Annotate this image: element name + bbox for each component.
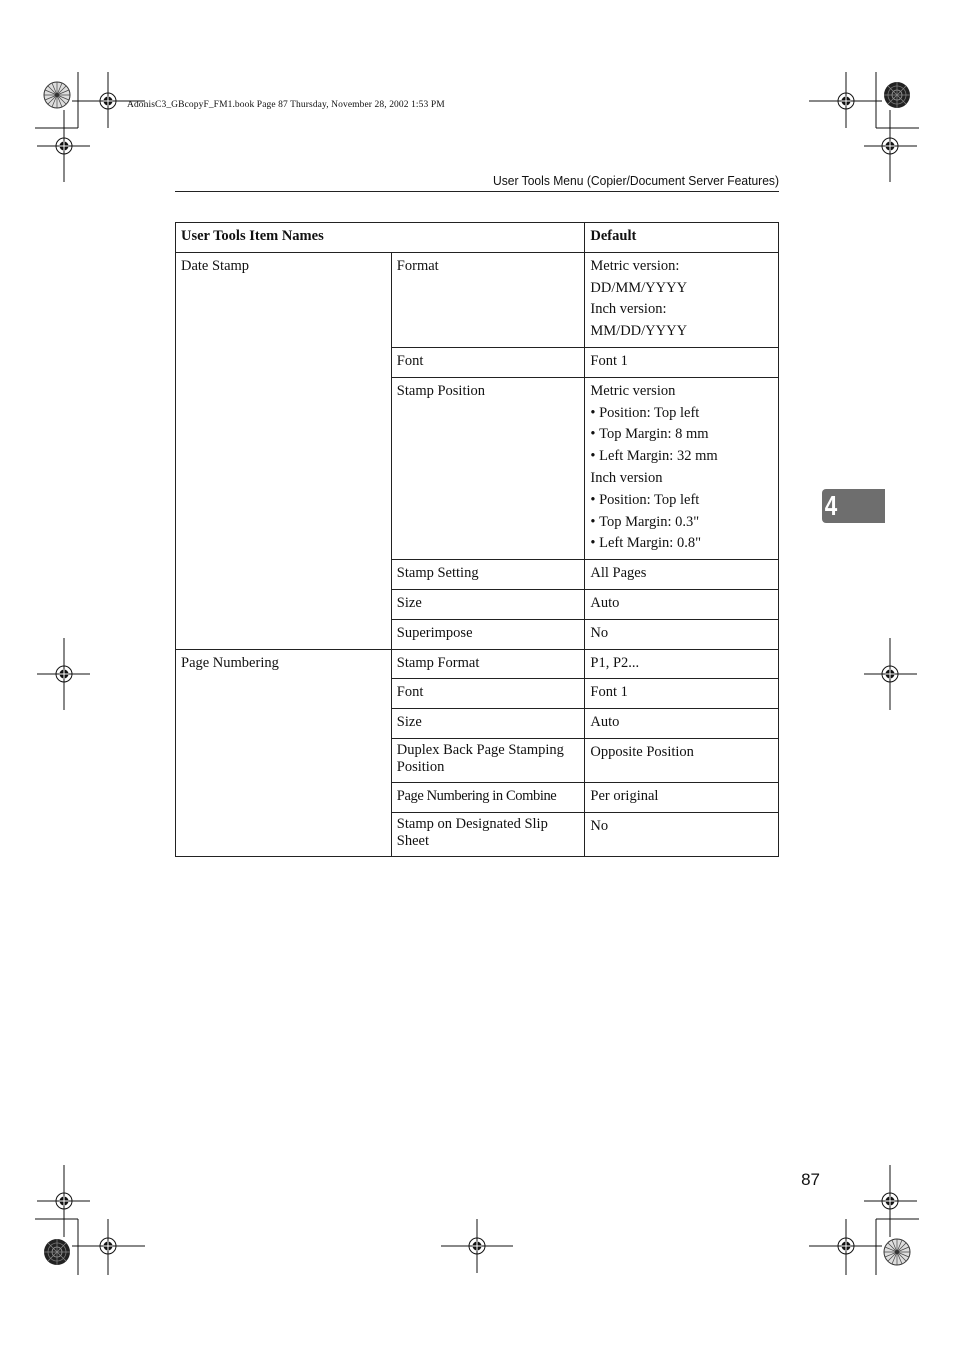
default-line: DD/MM/YYYY: [590, 279, 688, 296]
default-line: Inch version: [590, 469, 663, 486]
file-info-slug: AdonisC3_GBcopyF_FM1.book Page 87 Thursday, November 28, 2002 1:53 PM: [127, 100, 445, 110]
header-default: Default: [585, 223, 779, 253]
table-header-row: [176, 223, 779, 253]
item-default: Opposite Position: [585, 738, 779, 782]
bullet-item: • Left Margin: 32 mm: [590, 446, 773, 468]
item-label: Stamp Position: [391, 377, 585, 559]
default-line: MM/DD/YYYY: [590, 323, 688, 340]
item-default: Per original: [585, 782, 779, 812]
header-item-names: User Tools Item Names: [176, 223, 585, 253]
item-default: No: [585, 812, 779, 856]
group-date-stamp: Date Stamp: [176, 252, 392, 649]
running-head: User Tools Menu (Copier/Document Server Features): [492, 173, 779, 188]
table-row: [176, 649, 779, 679]
item-label: Format: [391, 252, 585, 347]
item-label: Stamp Format: [391, 649, 585, 679]
group-page-numbering: Page Numbering: [176, 649, 392, 856]
item-label: Size: [391, 589, 585, 619]
item-default: Font 1: [585, 347, 779, 377]
item-label: Stamp on Designated Slip Sheet: [391, 812, 585, 856]
item-label: Font: [391, 347, 585, 377]
item-label: Stamp Setting: [391, 560, 585, 590]
default-line: Metric version: [590, 382, 676, 399]
item-label: Duplex Back Page Stamping Position: [391, 738, 585, 782]
header-rule: [175, 191, 779, 192]
bullet-item: • Top Margin: 8 mm: [590, 424, 773, 446]
user-tools-table: [175, 222, 779, 857]
item-default: [585, 252, 779, 347]
bullet-item: • Position: Top left: [590, 403, 773, 425]
item-default: Auto: [585, 709, 779, 739]
default-line: Inch version:: [590, 301, 667, 318]
item-default: Auto: [585, 589, 779, 619]
item-default: All Pages: [585, 560, 779, 590]
item-default: Font 1: [585, 679, 779, 709]
table-row: [176, 252, 779, 347]
item-label: Size: [391, 709, 585, 739]
default-line: Metric version:: [590, 257, 680, 274]
bullet-item: • Top Margin: 0.3": [590, 512, 773, 534]
chapter-number: 4: [824, 490, 838, 521]
item-label: Font: [391, 679, 585, 709]
item-default: P1, P2...: [585, 649, 779, 679]
bullet-item: • Position: Top left: [590, 490, 773, 512]
item-default: [585, 377, 779, 559]
item-label: Page Numbering in Combine: [391, 782, 585, 812]
bullet-item: • Left Margin: 0.8": [590, 533, 773, 555]
item-label: Superimpose: [391, 619, 585, 649]
page-number: 87: [801, 1170, 820, 1189]
chapter-tab: [822, 489, 885, 523]
item-default: No: [585, 619, 779, 649]
